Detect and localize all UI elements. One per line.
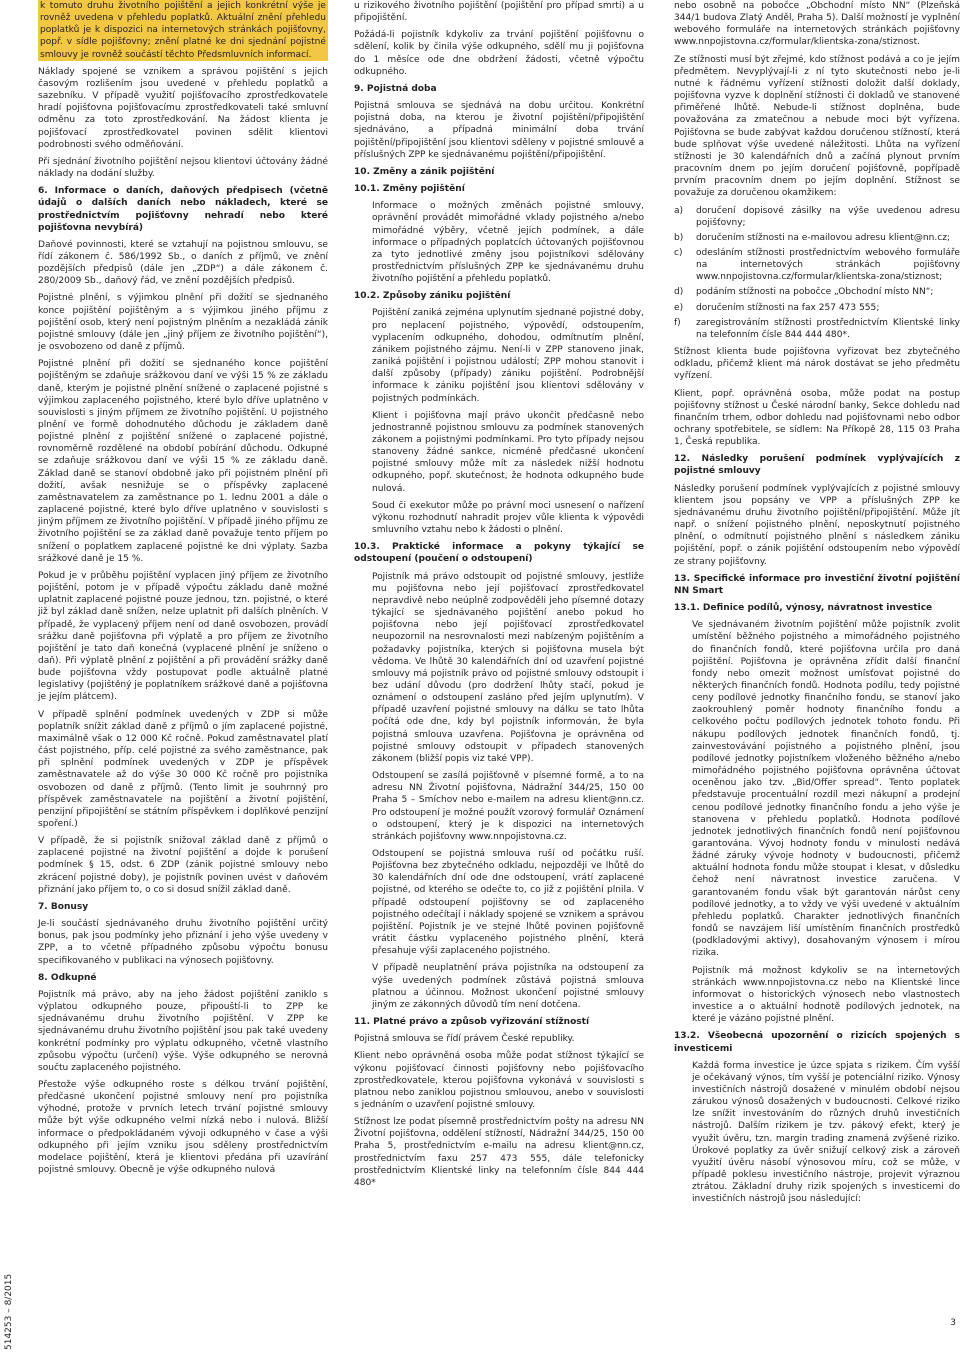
- highlighted-paragraph: k tomuto druhu životního pojištění a jejich konkrétní výše je rovněž uvedena v přehledu poplatků. Aktuální znění přehledu poplatků je k dispozici na internetových stránkách pojišťovny, popř. v sídle pojišťovny; znění platné ke dni sjednání pojistné smlouvy je rovněž součástí těchto Předsmluvních informací.: [40, 1, 326, 60]
- list-marker: a): [674, 205, 684, 216]
- subsection-heading-13-1: 13.1. Definice podílů, výnosy, návratnost investice: [674, 603, 933, 614]
- list-item: [674, 302, 960, 314]
- paragraph: Soud či exekutor může po právní moci usnesení o nařízení výkonu rozhodnutí nahradit projev vůle klienta k výpovědi smluvního vztahu nebo k žádosti o plnění.: [372, 500, 644, 536]
- paragraph: Klient, popř. oprávněná osoba, může podat na postup pojišťovny stížnost u České národní banky, Sekce dohledu nad finančním trhem, odbor dohledu nad pojišťovnami nebo odbor ochrany spotřebitele, se sídlem: Na Příkopě 28, 115 03 Praha 1, Česká republika.: [674, 388, 960, 448]
- paragraph: V případě, že si pojistník snižoval základ daně z příjmů o zaplacené pojistné na životní pojištění a dojde k porušení podmínek § 15, odst. 6 ZDP (zánik pojistné smlouvy nebo zkrácení pojistné doby), je pojistník povinen uvést v daňovém přiznání jako příjem to, o co si dosud snížil základ daně.: [38, 836, 328, 895]
- section-heading-9: 9. Pojistná doba: [354, 83, 437, 94]
- paragraph: Každá forma investice je úzce spjata s rizikem. Čím vyšší je očekávaný výnos, tím vyšší je potenciální riziko. Výnosy investičních nástrojů dosažené v minulém období nejsou zárukou výnosů dosažených v budoucnosti. Celkové riziko lze snížit investováním do různých druhů investičních nástrojů. Dalším rizikem je tzv. pákový efekt, který je využit úvěru, tzn. margin trading znamená zvýšené riziko. Úrokové poplatky za úvěr snižují celkový zisk a zároveň využití úvěru násobí výnosovou míru, což se může, v případě poklesu investičního nástroje, projevit výraznou ztrátou. Základní druhy rizik spojených s investicemi do investičních nástrojů jsou následující:: [692, 1060, 960, 1205]
- list-marker: d): [674, 287, 684, 298]
- paragraph: Následky porušení podmínek vyplývajících z pojistné smlouvy klientem jsou popsány ve VPP a příslušných ZPP ke sjednávanému druhu životního pojištění/připojištění. Může jít např. o snížení pojistného plnění, neposkytnutí pojistného plnění, o odmítnutí pojistného plnění s následkem zániku pojištění, popř. o zánik pojištění odstoupením nebo výpovědí ze strany pojišťovny.: [674, 483, 960, 567]
- document-code: 514253 – 8/2015: [4, 1273, 14, 1350]
- complaint-delivery-list: [674, 205, 960, 342]
- column-middle: [354, 0, 644, 1194]
- list-marker: e): [674, 302, 684, 313]
- subsection-heading-13-2: 13.2. Všeobecná upozornění o rizicích spojených s investicemi: [674, 1031, 960, 1054]
- paragraph: Informace o možných změnách pojistné smlouvy, oprávnění provádět mimořádné vklady pojistného a/nebo mimořádné výběry, včetně jejich podmínek, a dále informace o případných poplatcích účtovaných pojišťovnou za tyto jednotlivé změny jsou pojistníkovi sdělovány prostřednictvím příslušných ZPP ke sjednávanému druhu životního pojištění a přehledu poplatků.: [372, 201, 644, 285]
- section-heading-11: 11. Platné právo a způsob vyřizování stížností: [354, 1017, 590, 1028]
- paragraph: Pojištění zaniká zejména uplynutím sjednané pojistné doby, pro neplacení pojistného, výpovědí, odstoupením, vyplacením odkupného, dohodou, odmítnutím plnění, zánikem pojistného zájmu. Není-li v ZPP stanoveno jinak, zaniká pojištění i pojistnou událostí; ZPP mohou stanovit i další způsoby (případy) zániku pojištění. Podrobnější informace k zániku pojištění jsou klientovi sdělovány v pojistných podmínkách.: [372, 308, 644, 404]
- subsection-heading-10-3: 10.3. Praktické informace a pokyny týkající se odstoupení (poučení o odstoupení): [354, 542, 644, 565]
- list-item: [674, 247, 960, 283]
- paragraph: Náklady spojené se vznikem a správou pojištění s jejich časovým rozlišením jsou uvedené v přehledu poplatků a sazebníku. V případě využití pojišťovacího zprostředkovatele hradí pojišťovna pojišťovacímu zprostředkovateli také smluvní odměnu za toto zprostředkování. Na žádost klienta je pojišťovací zprostředkovatel povinen sdělit klientovi podrobnosti svého odměňování.: [38, 66, 328, 150]
- list-item: [674, 205, 960, 229]
- paragraph: Ze stížnosti musí být zřejmé, kdo stížnost podává a co je jejím předmětem. Nevyplývají-li z ní tyto skutečnosti nebo je-li nutné k řádnému vyřízení stížnosti doložit další doklady, pojišťovna vyzve k doplnění stížnosti či dokladů ve stanovené přiměřené lhůtě. Nebude-li stížnost doplněna, bude považována za zmatečnou a nebude moci být vyřízena. Pojišťovna se bude zabývat každou doručenou stížností, která bude splňovat výše uvedené náležitosti. Lhůta na vyřízení stížnosti je 30 kalendářních dnů a začíná plynout prvním pracovním dnem po jejím doručení pojišťovně, popřípadě prvním pracovním dnem po jejím doplnění. Stížnost se považuje za doručenou okamžikem:: [674, 54, 960, 199]
- paragraph: Pojistné plnění při dožití se sjednaného konce pojištění pojištěným se zdaňuje srážkovou daní ve výši 15 % ze základu daně, kterým je pojistné plnění snížené o zaplacené pojistné s výjimkou zaplaceného pojistného, které bylo dříve uplatněno v souvislosti s jiným příjmem ze životního pojištění. U pojistného plnění ve formě dohodnutého důchodu je základem daně pojistné plnění z pojištění snížené o zaplacené pojistné, rovnoměrně rozdělené na období pobírání důchodu. Odkupné se zdaňuje srážkovou daní ve výši 15 % ze základu daně. Základ daně se stanoví obdobně jako při pojistném plnění při dožití, avšak nesnižuje se o příspěvky zaplacené zaměstnavatelem za zaměstnance po 1. lednu 2001 a dále o zaplacené pojistné, které bylo dříve uplatněno v souvislosti s jiným příjmem ze životního pojištění. V případě jiného příjmu ze životního pojištění se za základ daně považuje tento příjem po snížení o poplatkem zaplacené pojistné ke dni výplaty. Sazba srážkové daně je 15 %.: [38, 359, 328, 564]
- list-item: [674, 317, 960, 341]
- paragraph: V případě neuplatnění práva pojistníka na odstoupení za výše uvedených podmínek zůstává pojistná smlouva platnou a účinnou. Možnost ukončení pojistné smlouvy jiným ze zákonných důvodů tím není dotčena.: [372, 963, 644, 1010]
- paragraph: Odstoupení se zasílá pojišťovně v písemné formě, a to na adresu NN Životní pojišťovna, Nádražní 344/25, 150 00 Praha 5 – Smíchov nebo e-mailem na adresu klient@nn.cz. Pro odstoupení je možné použít vzorový formulář Oznámení o odstoupení, který je k dispozici na internetových stránkách pojišťovny www.nnpojistovna.cz.: [372, 771, 644, 842]
- section-heading-12: 12. Následky porušení podmínek vyplývajících z pojistné smlouvy: [674, 454, 960, 477]
- section-heading-7: 7. Bonusy: [38, 901, 89, 912]
- paragraph: u rizikového životního pojištění (pojištění pro případ smrti) a u připojištění.: [354, 1, 644, 24]
- list-item-text: doručení dopisové zásilky na výše uvedenou adresu pojišťovny;: [696, 205, 960, 228]
- list-marker: f): [674, 317, 681, 328]
- paragraph: Klient i pojišťovna mají právo ukončit předčasně nebo jednostranně pojistnou smlouvu za podmínek stanovených zákonem a pojistnými podmínkami. Pro tyto případy nejsou stanoveny žádné sankce, nicméně předčasné ukončení pojistné smlouvy může mít za následek nižší hodnotu odkupného, popř. skutečnost, že hodnota odkupného bude nulová.: [372, 410, 644, 494]
- paragraph: Stížnost lze podat písemně prostřednictvím pošty na adresu NN Životní pojišťovna, oddělení stížností, Nádražní 344/25, 150 00 Praha 5, prostřednictvím e-mailu na adresu klient@nn.cz, prostřednictvím faxu 257 473 555, dále telefonicky prostřednictvím Klientské linky na telefonním čísle 844 444 480*: [354, 1117, 644, 1188]
- subsection-heading-10-1: 10.1. Změny pojištění: [354, 184, 465, 195]
- paragraph: Požádá-li pojistník kdykoliv za trvání pojištění pojišťovnu o sdělení, kolik by činila výše odkupného, sdělí mu ji pojišťovna do 1 měsíce ode dne obdržení žádosti, včetně výpočtu odkupného.: [354, 30, 644, 77]
- paragraph: Přestože výše odkupného roste s délkou trvání pojištění, předčasné ukončení pojistné smlouvy není pro pojistníka výhodné, protože v prvních letech trvání pojistné smlouvy může být výše odkupného velmi nízká nebo i nulová. Bližší informace o předpokládaném vývoji odkupného v čase a výši odkupného při jejím vzniku jsou sděleny prostřednictvím modelace pojištění, která je klientovi předána při uzavírání pojistné smlouvy. Obecně je výše odkupného nulová: [38, 1079, 328, 1176]
- paragraph: Je-li součástí sjednávaného druhu životního pojištění určitý bonus, pak jsou podmínky jeho přiznání i jeho výše uvedeny v ZPP, a to včetně případného způsobu výpočtu bonusu specifikovaného v publikaci na výnosech pojišťovny.: [38, 919, 328, 966]
- list-item-text: zaregistrováním stížnosti prostřednictvím Klientské linky na telefonním čísle 844 444 480*.: [696, 317, 960, 340]
- list-item-text: doručením stížnosti na e-mailovou adresu klient@nn.cz;: [696, 232, 951, 243]
- paragraph: Klient nebo oprávněná osoba může podat stížnost týkající se výkonu pojišťovací činnosti pojišťovny nebo pojišťovacího zprostředkovatele, kterou pojišťovna vykonává v souvislosti s platnou nebo zaniklou pojistnou smlouvou, anebo v souvislosti s jednáním o uzavření pojistné smlouvy.: [354, 1051, 644, 1110]
- page-number: 3: [950, 1318, 956, 1328]
- list-item-text: podáním stížnosti na pobočce „Obchodní místo NN“;: [696, 287, 934, 298]
- column-right: [674, 0, 960, 1211]
- paragraph: Odstoupení se pojistná smlouva ruší od počátku ruší. Pojišťovna bez zbytečného odkladu, nejpozději ve lhůtě do 30 kalendářních dní ode dne odstoupení, vrátí zaplacené pojistné, od kterého se odečte to, co již z pojištění plnila. V případě odstoupení pojišťovny se od zaplaceného pojistného odečítají i náklady spojené se vznikem a správou pojištění. Pojistník je ve stejné lhůtě povinen pojišťovně vrátit částku vyplaceného pojistného plnění, která přesahuje výši zaplaceného pojistného.: [372, 849, 644, 957]
- paragraph: V případě splnění podmínek uvedených v ZDP si může poplatník snížit základ daně z příjmů o jím zaplacené pojistné, maximálně však o 12 000 Kč ročně. Pokud zaměstnavatel platí část pojistného, příp. celé pojistné za svého zaměstnance, pak při splnění podmínek uvedených v ZDP je příspěvek zaměstnavatele až do výše 30 000 Kč ročně pro pojistníka osvobozen od daně z příjmů. (Tento limit je souhrnný pro příspěvek zaměstnavatele na pojištění a životní pojištění, penzijní připojištění se státním příspěvkem i doplňkové penzijní spoření.): [38, 709, 328, 829]
- paragraph: Při sjednání životního pojištění nejsou klientovi účtovány žádné náklady na dodání služby.: [38, 156, 328, 180]
- list-marker: b): [674, 232, 684, 243]
- paragraph: Stížnost klienta bude pojišťovna vyřizovat bez zbytečného odkladu, přičemž klient má nárok dostávat se jeho předmětu vyřízení.: [674, 347, 960, 382]
- section-heading-13: 13. Specifické informace pro investiční životní pojištění NN Smart: [674, 573, 960, 596]
- list-item: [674, 232, 960, 244]
- paragraph: Pojistník má možnost kdykoliv se na internetových stránkách www.nnpojistovna.cz nebo na Klientské lince informovat o historických výnosech nebo vlastnostech investice a o aktuální hodnotě podílových jednotek, na které je vázáno pojistné plnění.: [692, 965, 960, 1025]
- list-marker: c): [674, 247, 683, 258]
- paragraph: Daňové povinnosti, které se vztahují na pojistnou smlouvu, se řídí zákonem č. 586/1992 Sb., o daních z příjmů, ve znění pozdějších předpisů (dále jen „ZDP“) a dále zákonem č. 280/2009 Sb., daňový řád, ve znění pozdějších předpisů.: [38, 239, 328, 287]
- list-item-text: doručením stížnosti na fax 257 473 555;: [696, 302, 880, 313]
- paragraph: Pokud je v průběhu pojištění vyplacen jiný příjem ze životního pojištění, potom je v případě výpočtu základu daně možné uplatnit zaplacené pojistné pouze jednou, tzn. pojistné, o které již byl základ daně snížen, nelze uplatnit při dalších plněních. V případě, že vyplacený příjem není od daně osvobozen, provádí srážku daně pojišťovna při výplatě a pro příjem ze životního pojištění je tato daň konečná (vyplacené plnění je sníženo o daň). Při výplatě plnění z pojištění a při provádění srážky daně bude pojišťovna vždy postupovat podle aktuálně platné legislativy (pojištěný je poplatníkem srážkové daně a pojišťovna je jejím plátcem).: [38, 570, 328, 703]
- paragraph: Ve sjednávaném životním pojištění může pojistník zvolit umístění běžného pojistného a mimořádného pojistného do finančních fondů, které pojišťovna určila pro daná pojištění. Pojišťovna je oprávněna zřídit další finanční fondy nebo omezit možnost umísťovat pojistné do některých finančních fondů. Hodnota podílu, tedy pojistné ceny podílové jednotky finančního fondu, se stanoví jako zaokrouhlený poměr hodnoty finančního fondu a celkového počtu podílových jednotek tohoto fondu. Při nákupu podílových jednotek finančních fondů, tj. zainvestovávání pojistného a pojistného plnění, jsou podílové jednotky pojistníkem vloženého běžného a/nebo mimořádného pojistného pojišťovna oprávněna účtovat oceněnou jako tzv. „Bid/Offer spread“. Tento poplatek představuje procentuální rozdíl mezi nákupní a prodejní cenou podílové jednotky finančního fondu a jeho výše je stanovena v přehledu poplatků. Hodnota podílové jednotek jednotlivých finančních fondů není pojišťovnou garantována. Vývoj hodnoty fondu v minulosti nedává žádné záruky vývoje hodnoty v budoucnosti, přičemž aktuální hodnota fondu může stoupat i klesat, v důsledku čehož není návratnost investice zaručena. V garantovaném fondu však být garantován nárůst ceny podílové jednotky, a to vždy ve výši uvedené v aktuálním přehledu poplatků. Charakter jednotlivých finančních fondů se navzájem liší umístěním finančních prostředků (podkladovými aktivy), dosahovaným výnosem i mírou rizika.: [692, 620, 960, 959]
- paragraph: nebo osobně na pobočce „Obchodní místo NN“ (Plzeňská 344/1 budova Zlatý Anděl, Praha 5). Další možností je vyplnění webového formuláře na internetových stránkách pojišťovny www.nnpojistovna.cz/formular/klientska-zona/stiznost.: [674, 1, 960, 48]
- subsection-heading-10-2: 10.2. Způsoby zániku pojištění: [354, 291, 511, 302]
- paragraph: Pojistné plnění, s výjimkou plnění při dožití se sjednaného konce pojištění pojištěným a s výjimkou jiného příjmu z pojištění osob, který není pojistným plněním a nezakládá zánik pojistné smlouvy (dále jen „jiný příjem ze životního pojištění“), je osvobozeno od daně z příjmů.: [38, 293, 328, 353]
- paragraph: Pojistník má právo odstoupit od pojistné smlouvy, jestliže mu pojišťovna nebo její pojišťovací zprostředkovatel nepravdivě nebo neúplně zodpověděli jeho písemné dotazy týkající se sjednávaného pojištění anebo pokud ho pojišťovna nebo její pojišťovací zprostředkovatel neupozornil na nesrovnalosti mezi nabízeným pojištěním a požadavky pojistníka, kterých si pojišťovna musela být vědoma. Ve lhůtě 30 kalendářních dní od uzavření pojistné smlouvy má pojistník právo od pojistné smlouvy odstoupit i bez udání důvodu (pro dodržení lhůty stačí, pokud je oznámení o odstoupení zasláno před jejím uplynutím). V případě uzavření pojistné smlouvy na dálku se tato lhůta počítá ode dne, kdy byl pojistník informován, že byla pojistná smlouva uzavřena. Pojišťovna je oprávněna od pojistné smlouvy odstoupit v případech stanovených zákonem (bližší popis viz také VPP).: [372, 571, 644, 764]
- list-item: [674, 286, 960, 298]
- paragraph: Pojistná smlouva se sjednává na dobu určitou. Konkrétní pojistná doba, na kterou je životní pojištění/připojištění sjednáváno, a případná minimální doba trvání pojištění/připojištění jsou klientovi sděleny v pojistné smlouvě a příslušných ZPP ke sjednávanému pojištění/připojištění.: [354, 101, 644, 160]
- column-left: [38, 0, 328, 1181]
- paragraph: Pojistná smlouva se řídí právem České republiky.: [354, 1034, 575, 1045]
- list-item-text: odesláním stížnosti prostřednictvím webového formuláře na internetových stránkách pojišťovny www.nnpojistovna.cz/formular/klientska-zona/stiznost;: [696, 247, 960, 283]
- section-heading-10: 10. Změny a zánik pojištění: [354, 166, 495, 177]
- section-heading-6: 6. Informace o daních, daňových předpisech (včetně údajů o dalších daních nebo nákladech, které se prostřednictvím pojišťovny nehradí nebo které pojišťovna nevybírá): [38, 186, 328, 233]
- section-heading-8: 8. Odkupné: [38, 972, 97, 983]
- paragraph: Pojistník má právo, aby na jeho žádost pojištění zaniklo s výplatou odkupného pouze, připouští-li to ZPP ke sjednávanému druhu životního pojištění. V ZPP ke sjednávanému druhu životního pojištění jsou pak také uvedeny konkrétní podmínky pro výplatu odkupného, včetně vlastního způsobu výpočtu (určení) výše. Výše odkupného se nerovná součtu zaplaceného pojistného.: [38, 989, 328, 1073]
